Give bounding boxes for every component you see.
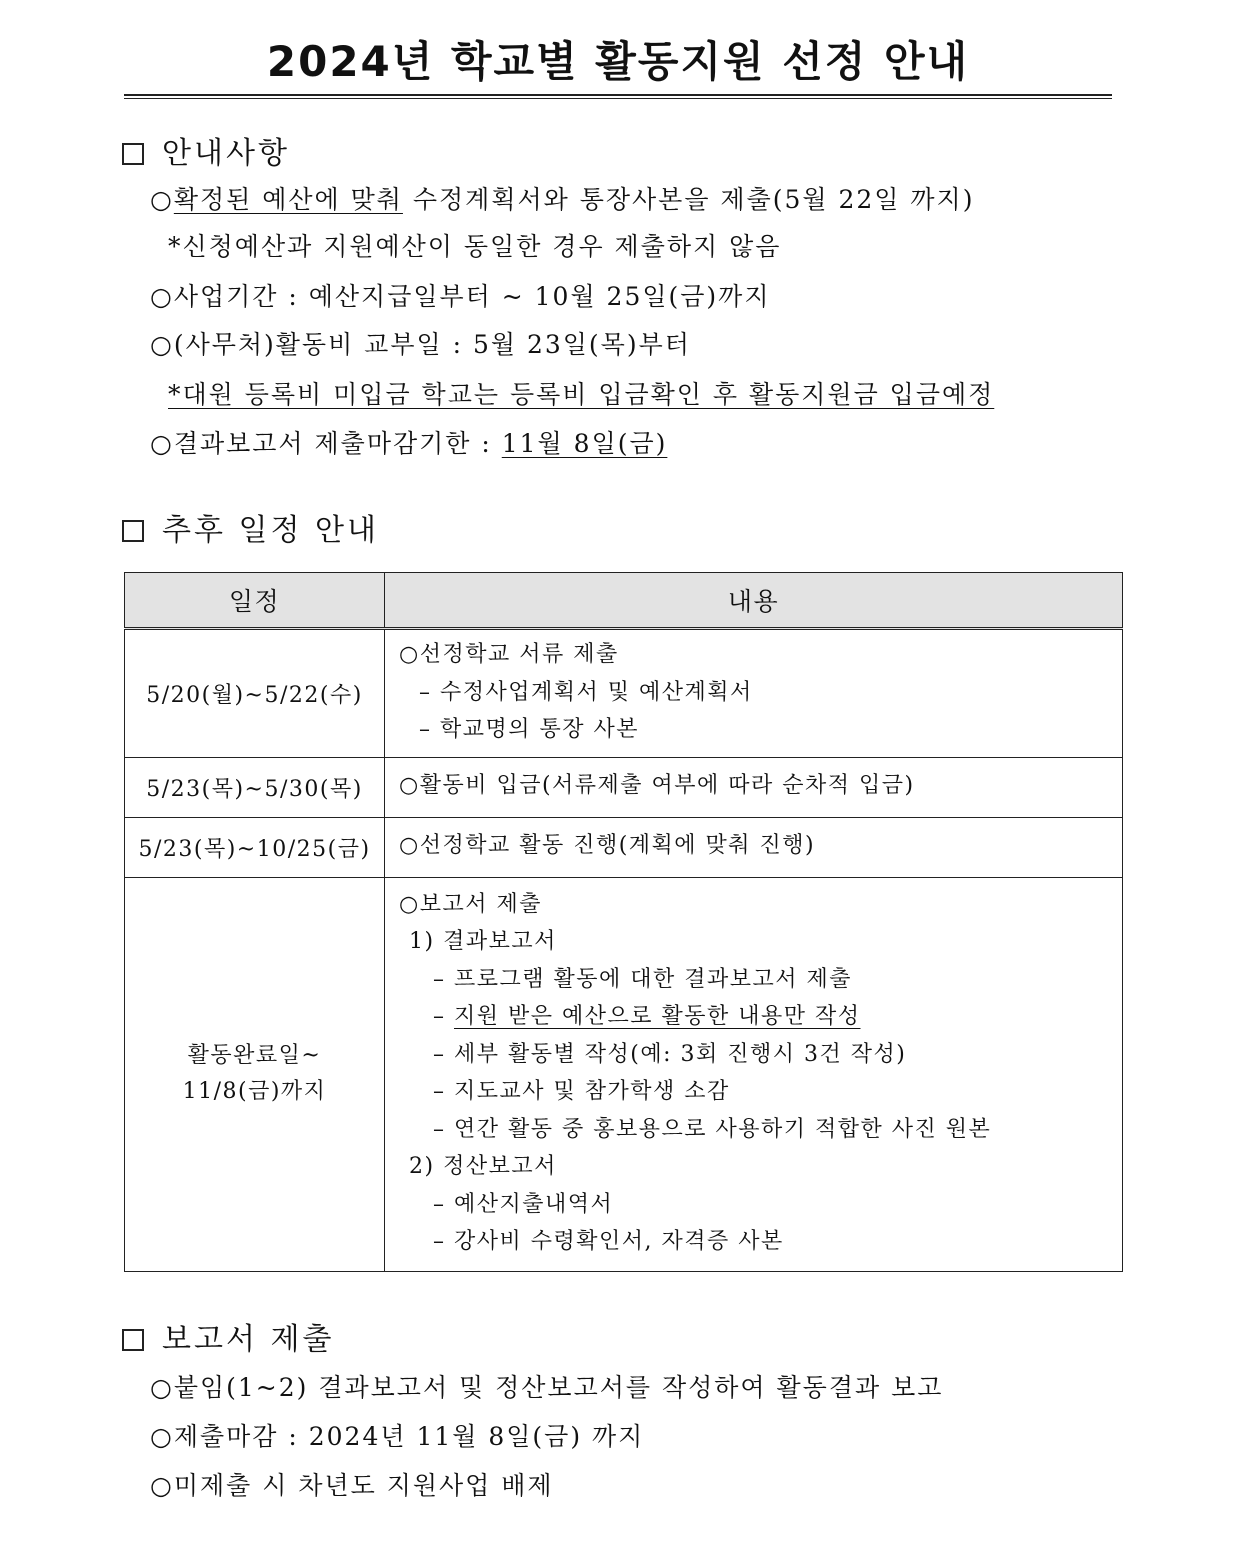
content-line: ○보고서 제출 xyxy=(399,891,542,917)
schedule-date: 5/23(목)~5/30(목) xyxy=(125,757,385,817)
content-line: – 지도교사 및 참가학생 소감 xyxy=(433,1079,730,1104)
table-header-row xyxy=(125,573,1123,629)
content-line: – 프로그램 활동에 대한 결과보고서 제출 xyxy=(433,966,852,992)
date-line: 11/8(금)까지 xyxy=(182,1079,327,1104)
title-rule xyxy=(124,94,1112,96)
table-row xyxy=(125,817,1123,877)
checkbox-square-icon xyxy=(122,1329,144,1351)
table-row xyxy=(125,629,1123,758)
notice-item-2: *신청예산과 지원예산이 동일한 경우 제출하지 않음 xyxy=(168,232,782,261)
schedule-content xyxy=(385,877,1123,1271)
section-heading-report xyxy=(122,1320,334,1360)
table-row xyxy=(125,877,1123,1271)
report-item-2: ○제출마감 : 2024년 11월 8일(금) 까지 xyxy=(150,1422,645,1451)
underlined-text: 11월 8일(금) xyxy=(501,429,668,458)
section-heading-text: 추후 일정 안내 xyxy=(162,513,379,548)
section-heading-schedule xyxy=(122,511,379,551)
section-heading-notice xyxy=(122,134,290,174)
schedule-date: 5/20(월)~5/22(수) xyxy=(125,629,385,758)
schedule-content xyxy=(385,629,1123,758)
content-line: – 연간 활동 중 홍보용으로 사용하기 적합한 사진 원본 xyxy=(433,1116,992,1142)
content-line: – 강사비 수령확인서, 자격증 사본 xyxy=(433,1229,784,1254)
report-text: 붙임(1~2) 결과보고서 및 정산보고서를 작성하여 활동결과 보고 xyxy=(173,1373,944,1402)
notice-item-1: ○확정된 예산에 맞춰 수정계획서와 통장사본을 제출(5월 22일 까지) xyxy=(150,185,975,214)
notice-text: (사무처)활동비 교부일 : 5월 23일(목)부터 xyxy=(173,330,691,359)
content-line: 2) 정산보고서 xyxy=(409,1154,557,1179)
notice-item-6: ○결과보고서 제출마감기한 : 11월 8일(금) xyxy=(150,429,668,458)
notice-text: 사업기간 : 예산지급일부터 ~ 10월 25일(금)까지 xyxy=(173,282,771,311)
checkbox-square-icon xyxy=(122,520,144,542)
section-heading-text: 보고서 제출 xyxy=(162,1322,335,1357)
content-line: – 학교명의 통장 사본 xyxy=(419,717,639,742)
content-line: ○선정학교 서류 제출 xyxy=(399,642,619,667)
report-text: 미제출 시 차년도 지원사업 배제 xyxy=(173,1471,554,1500)
notice-item-5: *대원 등록비 미입금 학교는 등록비 입금확인 후 활동지원금 입금예정 xyxy=(168,380,995,409)
notice-item-3: ○사업기간 : 예산지급일부터 ~ 10월 25일(금)까지 xyxy=(150,282,771,311)
content-line: ○활동비 입금(서류제출 여부에 따라 순차적 입금) xyxy=(399,773,915,799)
notice-text: 결과보고서 제출마감기한 : xyxy=(173,429,502,458)
underlined-text: 지원 받은 예산으로 활동한 내용만 작성 xyxy=(454,1004,861,1029)
schedule-table xyxy=(124,572,1123,1272)
content-line: ○선정학교 활동 진행(계획에 맞춰 진행) xyxy=(399,833,816,859)
schedule-date xyxy=(125,877,385,1271)
schedule-date: 5/23(목)~10/25(금) xyxy=(125,817,385,877)
table-row xyxy=(125,757,1123,817)
content-line: 1) 결과보고서 xyxy=(409,929,557,954)
content-line: – 지원 받은 예산으로 활동한 내용만 작성 xyxy=(433,1004,861,1029)
date-line: 활동완료일~ xyxy=(187,1043,322,1068)
notice-item-4: ○(사무처)활동비 교부일 : 5월 23일(목)부터 xyxy=(150,330,691,359)
column-header-date: 일정 xyxy=(125,573,385,629)
document-title: 2024년 학교별 활동지원 선정 안내 xyxy=(266,37,970,86)
column-header-content: 내용 xyxy=(385,573,1123,629)
section-heading-text: 안내사항 xyxy=(162,136,290,171)
content-line: – 예산지출내역서 xyxy=(433,1191,614,1217)
underlined-text: 확정된 예산에 맞춰 xyxy=(173,185,403,214)
notice-text: 수정계획서와 통장사본을 제출(5월 22일 까지) xyxy=(402,185,975,214)
report-item-3: ○미제출 시 차년도 지원사업 배제 xyxy=(150,1471,554,1500)
content-line: – 세부 활동별 작성(예: 3회 진행시 3건 작성) xyxy=(433,1041,907,1067)
schedule-content xyxy=(385,757,1123,817)
schedule-content xyxy=(385,817,1123,877)
report-text: 제출마감 : 2024년 11월 8일(금) 까지 xyxy=(173,1422,645,1451)
report-item-1: ○붙임(1~2) 결과보고서 및 정산보고서를 작성하여 활동결과 보고 xyxy=(150,1373,944,1402)
title-rule-thin xyxy=(124,98,1112,99)
checkbox-square-icon xyxy=(122,143,144,165)
content-line: – 수정사업계획서 및 예산계획서 xyxy=(419,679,753,705)
